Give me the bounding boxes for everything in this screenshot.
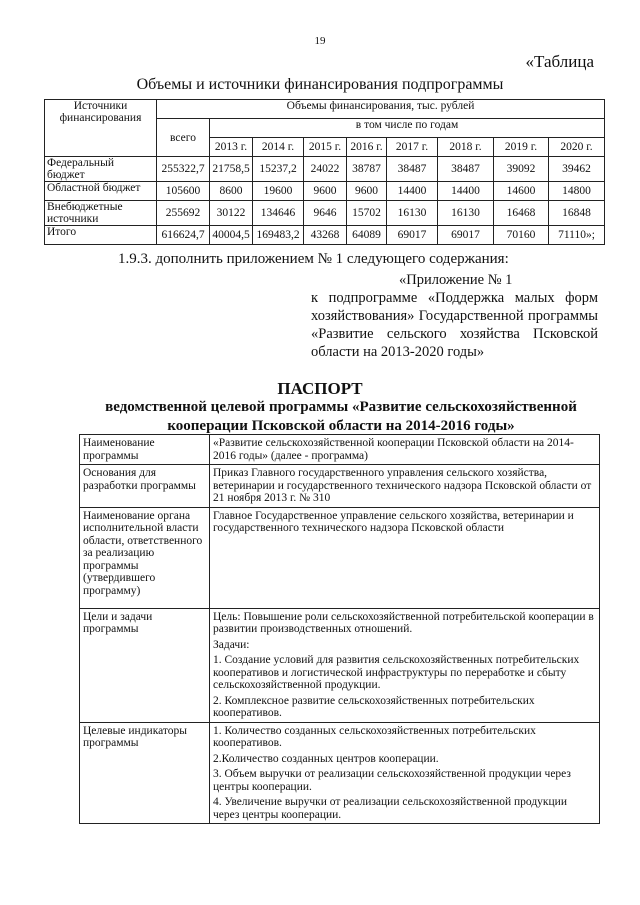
appendix-title: «Приложение № 1: [399, 272, 513, 288]
table-row: [80, 465, 600, 508]
row-total: 105600: [157, 182, 210, 201]
instruction-line: 1.9.3. дополнить приложением № 1 следующего содержания:: [118, 251, 509, 267]
row-value: 9646: [304, 201, 347, 226]
passport-paragraph: Цель: Повышение роли сельскохозяйственной потребительской кооперации в развитии производственных отношений.: [213, 610, 594, 635]
year-header: 2017 г.: [387, 138, 438, 157]
passport-subtitle: ведомственной целевой программы «Развитие сельскохозяйственной кооперации Псковской области на 2014-2016 годы»: [105, 399, 577, 434]
passport-content: [210, 722, 600, 824]
appendix-block: [311, 271, 598, 361]
passport-table: [79, 434, 600, 824]
row-value: 38487: [387, 157, 438, 182]
row-value: 39462: [549, 157, 605, 182]
table-row: [80, 507, 600, 608]
row-value: 69017: [438, 226, 494, 245]
row-value: 43268: [304, 226, 347, 245]
table-row: [45, 226, 605, 245]
passport-label: Целевые индикаторы программы: [80, 722, 210, 824]
row-source: Внебюджетные источники: [45, 201, 157, 226]
row-value: 70160: [494, 226, 549, 245]
financing-title: Объемы и источники финансирования подпрограммы: [136, 76, 504, 93]
passport-content: [210, 507, 600, 608]
row-value: 69017: [387, 226, 438, 245]
row-value: 14400: [387, 182, 438, 201]
row-total: 616624,7: [157, 226, 210, 245]
row-value: 9600: [347, 182, 387, 201]
year-header: 2015 г.: [304, 138, 347, 157]
passport-paragraph: Задачи:: [213, 638, 250, 651]
row-value: 64089: [347, 226, 387, 245]
table-row: [45, 201, 605, 226]
row-value: 30122: [210, 201, 253, 226]
year-header: 2016 г.: [347, 138, 387, 157]
table-marker: «Таблица: [525, 52, 594, 71]
passport-paragraph: Приказ Главного государственного управления сельского хозяйства, ветеринарии и государственного технического надзора Псковской области от 21 ноября 2013 г. № 310: [213, 467, 592, 504]
row-value: 19600: [253, 182, 304, 201]
row-value: 16848: [549, 201, 605, 226]
row-value: 16468: [494, 201, 549, 226]
row-value: 38487: [438, 157, 494, 182]
sources-header: Источники финансирования: [45, 100, 157, 157]
row-value: 134646: [253, 201, 304, 226]
passport-paragraph: «Развитие сельскохозяйственной кооперации Псковской области на 2014-2016 годы» (далее - программа): [213, 437, 574, 462]
passport-paragraph: 1. Создание условий для развития сельскохозяйственных потребительских кооперативов и логистической инфраструктуры по переработке и сбыту сельскохозяйственной продукции.: [213, 654, 580, 691]
year-header: 2014 г.: [253, 138, 304, 157]
passport-label: Наименование программы: [80, 435, 210, 465]
table-row: [80, 435, 600, 465]
row-value: 38787: [347, 157, 387, 182]
volumes-header: Объемы финансирования, тыс. рублей: [157, 100, 605, 119]
row-value: 14800: [549, 182, 605, 201]
row-value: 16130: [387, 201, 438, 226]
row-value: 39092: [494, 157, 549, 182]
passport-paragraph: 2. Комплексное развитие сельскохозяйственных потребительских кооперативов.: [213, 694, 535, 719]
row-total: 255322,7: [157, 157, 210, 182]
passport-paragraph: 3. Объем выручки от реализации сельскохозяйственной продукции через центры кооперации.: [213, 768, 571, 793]
passport-paragraph: 4. Увеличение выручки от реализации сельскохозяйственной продукции через центры кооперации.: [213, 796, 567, 821]
row-value: 16130: [438, 201, 494, 226]
row-source: Итого: [45, 226, 157, 245]
passport-paragraph: Главное Государственное управление сельского хозяйства, ветеринарии и государственного технического надзора Псковской области: [213, 509, 574, 534]
row-value: 24022: [304, 157, 347, 182]
row-value: 8600: [210, 182, 253, 201]
table-row: [45, 157, 605, 182]
row-value: 71110»;: [549, 226, 605, 245]
row-value: 21758,5: [210, 157, 253, 182]
table-row: [45, 182, 605, 201]
financing-table: [44, 99, 605, 245]
year-header: 2019 г.: [494, 138, 549, 157]
passport-content: [210, 608, 600, 722]
row-source: Областной бюджет: [45, 182, 157, 201]
row-value: 9600: [304, 182, 347, 201]
passport-paragraph: 2.Количество созданных центров кооперации.: [213, 752, 439, 765]
row-value: 40004,5: [210, 226, 253, 245]
row-total: 255692: [157, 201, 210, 226]
year-header: 2020 г.: [549, 138, 605, 157]
appendix-text: к подпрограмме «Поддержка малых форм хозяйствования» Государственной программы «Развитие сельского хозяйства Псковской области на 2013-2020 годы»: [311, 290, 598, 360]
passport-label: Цели и задачи программы: [80, 608, 210, 722]
table-row: [80, 722, 600, 824]
row-value: 15702: [347, 201, 387, 226]
row-source: Федеральный бюджет: [45, 157, 157, 182]
year-header: 2013 г.: [210, 138, 253, 157]
passport-paragraph: 1. Количество созданных сельскохозяйственных потребительских кооперативов.: [213, 724, 536, 749]
passport-title: ПАСПОРТ: [277, 379, 363, 398]
passport-content: [210, 435, 600, 465]
row-value: 14600: [494, 182, 549, 201]
year-header: 2018 г.: [438, 138, 494, 157]
total-header: всего: [157, 119, 210, 157]
row-value: 169483,2: [253, 226, 304, 245]
row-value: 15237,2: [253, 157, 304, 182]
row-value: 14400: [438, 182, 494, 201]
page-number: 19: [314, 35, 326, 47]
table-row: [80, 608, 600, 722]
passport-label: Наименование органа исполнительной власти области, ответственного за реализацию программы (утвердившего программу): [80, 507, 210, 608]
passport-label: Основания для разработки программы: [80, 465, 210, 508]
by-year-header: в том числе по годам: [210, 119, 605, 138]
passport-content: [210, 465, 600, 508]
